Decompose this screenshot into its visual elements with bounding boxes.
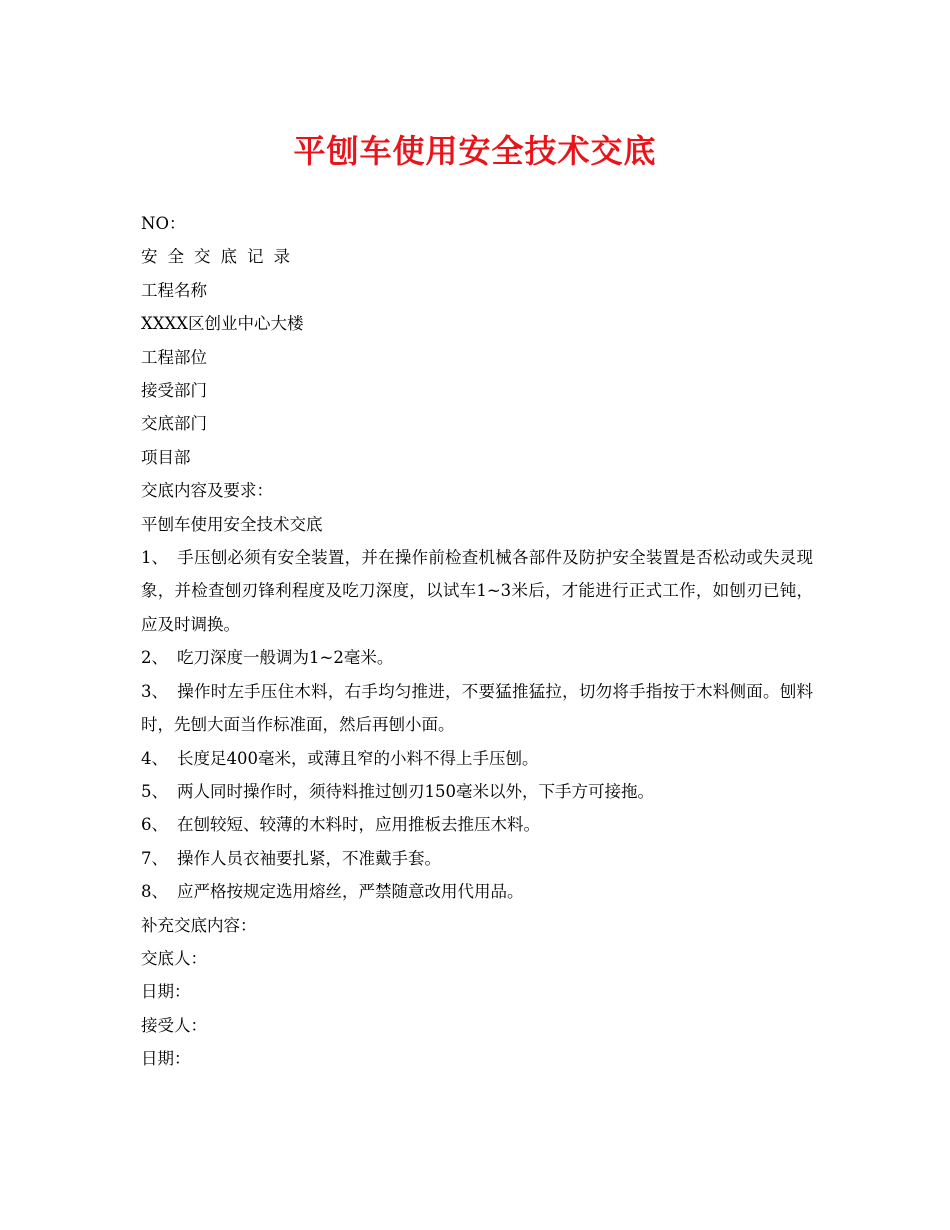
item-text: 操作人员衣袖要扎紧，不准戴手套。 — [177, 848, 441, 868]
discloser-label: 交底人： — [141, 948, 207, 968]
list-item — [141, 541, 813, 641]
disclosing-dept-label: 交底部门 — [141, 414, 207, 434]
supplement-label: 补充交底内容： — [141, 915, 257, 935]
receiver-label: 接受人： — [141, 1015, 207, 1035]
document-title: 平刨车使用安全技术交底 — [293, 132, 657, 170]
items-list — [141, 541, 813, 908]
item-text: 吃刀深度一般调为1~2毫米。 — [177, 648, 394, 668]
item-text: 手压刨必须有安全装置，并在操作前检查机械各部件及防护安全装置是否松动或失灵现象，并检查刨刃锋利程度及吃刀深度，以试车1~3米后，才能进行正式工作，如刨刃已钝，应及时调换。 — [141, 548, 813, 634]
item-number: 1、 — [141, 548, 168, 568]
item-number: 2、 — [141, 648, 168, 668]
item-text: 应严格按规定选用熔丝，严禁随意改用代用品。 — [177, 882, 524, 902]
list-item — [141, 641, 813, 674]
item-text: 长度足400毫米，或薄且窄的小料不得上手压刨。 — [177, 748, 539, 768]
content-label: 交底内容及要求： — [141, 481, 273, 501]
receiving-dept-label: 接受部门 — [141, 381, 207, 401]
item-number: 6、 — [141, 815, 168, 835]
document-body — [141, 207, 813, 1076]
list-item — [141, 675, 813, 742]
project-name-label: 工程名称 — [141, 280, 207, 300]
discloser-date-label: 日期： — [141, 982, 191, 1002]
item-number: 3、 — [141, 681, 168, 701]
no-label: NO： — [141, 214, 186, 233]
item-text: 在刨较短、较薄的木料时，应用推板去推压木料。 — [177, 815, 540, 835]
project-name-value: XXXX区创业中心大楼 — [141, 314, 304, 334]
item-number: 4、 — [141, 748, 168, 768]
list-item — [141, 875, 813, 908]
disclosing-dept-value: 项目部 — [141, 447, 191, 467]
content-title: 平刨车使用安全技术交底 — [141, 514, 323, 534]
list-item — [141, 808, 813, 841]
record-label: 安全交底记录 — [141, 247, 300, 267]
item-text: 两人同时操作时，须待料推过刨刃150毫米以外，下手方可接拖。 — [177, 781, 654, 801]
item-text: 操作时左手压住木料，右手均匀推进，不要猛推猛拉，切勿将手指按于木料侧面。刨料时，先刨大面当作标准面，然后再刨小面。 — [141, 681, 813, 735]
item-number: 7、 — [141, 848, 168, 868]
list-item — [141, 775, 813, 808]
item-number: 5、 — [141, 781, 168, 801]
project-part-label: 工程部位 — [141, 347, 207, 367]
list-item — [141, 842, 813, 875]
receiver-date-label: 日期： — [141, 1049, 191, 1069]
list-item — [141, 742, 813, 775]
item-number: 8、 — [141, 882, 168, 902]
